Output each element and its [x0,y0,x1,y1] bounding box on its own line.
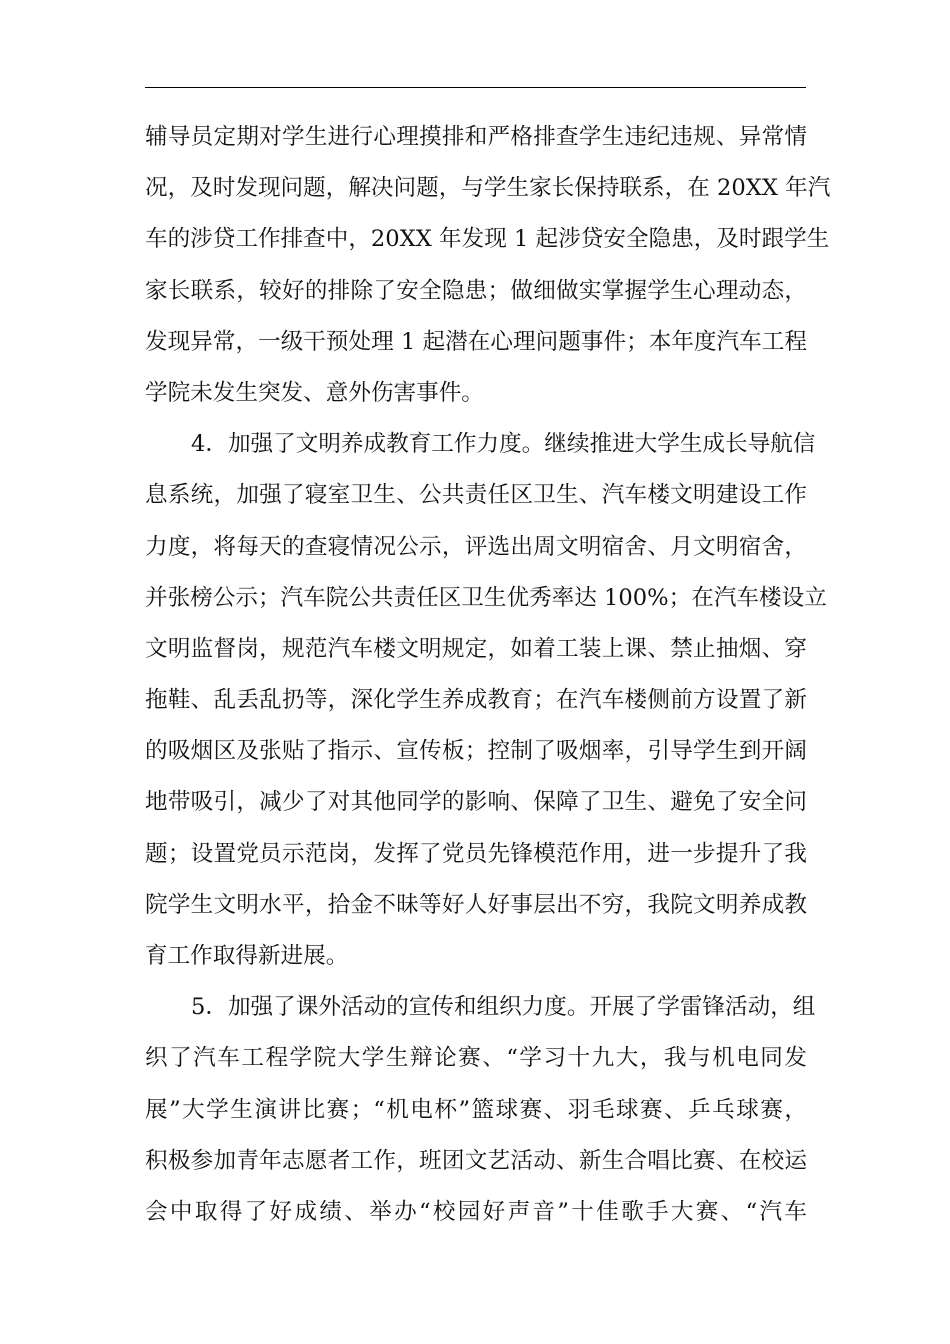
text-line: 力度，将每天的查寝情况公示，评选出周文明宿舍、月文明宿舍， [145,533,807,560]
text-line: 学院未发生突发、意外伤害事件。 [145,379,484,406]
document-body [145,112,831,1238]
paragraph-5-first-line: 5．加强了课外活动的宣传和组织力度。开展了学雷锋活动，组 [191,994,816,1021]
text-line: 育工作取得新进展。 [145,943,349,969]
text-line: 车的涉贷工作排查中，20XX 年发现 1 起涉贷安全隐患，及时跟学生 [145,226,830,253]
text-line: 题；设置党员示范岗，发挥了党员先锋模范作用，进一步提升了我 [145,840,807,867]
header-rule [145,87,806,88]
text-line: 会中取得了好成绩、举办“校园好声音”十佳歌手大赛、“汽车 [145,1198,807,1225]
text-line: 文明监督岗，规范汽车楼文明规定，如着工装上课、禁止抽烟、穿 [145,635,807,662]
text-line: 息系统，加强了寝室卫生、公共责任区卫生、汽车楼文明建设工作 [145,482,807,509]
text-line: 拖鞋、乱丢乱扔等，深化学生养成教育；在汽车楼侧前方设置了新 [145,687,807,714]
text-line: 展”大学生演讲比赛；“机电杯”篮球赛、羽毛球赛、乒乓球赛， [145,1096,807,1123]
text-line: 辅导员定期对学生进行心理摸排和严格排查学生违纪违规、异常情 [145,124,807,150]
text-line: 地带吸引，减少了对其他同学的影响、保障了卫生、避免了安全问 [145,789,807,816]
text-line: 发现异常，一级干预处理 1 起潜在心理问题事件；本年度汽车工程 [145,328,807,355]
text-line: 院学生文明水平，拾金不昧等好人好事层出不穷，我院文明养成教 [145,891,807,918]
text-line: 的吸烟区及张贴了指示、宣传板；控制了吸烟率，引导学生到开阔 [145,738,807,765]
text-line: 并张榜公示；汽车院公共责任区卫生优秀率达 100%；在汽车楼设立 [145,584,827,611]
text-line: 况，及时发现问题，解决问题，与学生家长保持联系，在 20XX 年汽 [145,175,831,202]
text-line: 积极参加青年志愿者工作，班团文艺活动、新生合唱比赛、在校运 [145,1147,807,1174]
text-line: 家长联系，较好的排除了安全隐患；做细做实掌握学生心理动态， [145,277,807,304]
paragraph-4-first-line: 4．加强了文明养成教育工作力度。继续推进大学生成长导航信 [191,431,816,458]
text-line: 织了汽车工程学院大学生辩论赛、“学习十九大，我与机电同发 [145,1045,807,1072]
